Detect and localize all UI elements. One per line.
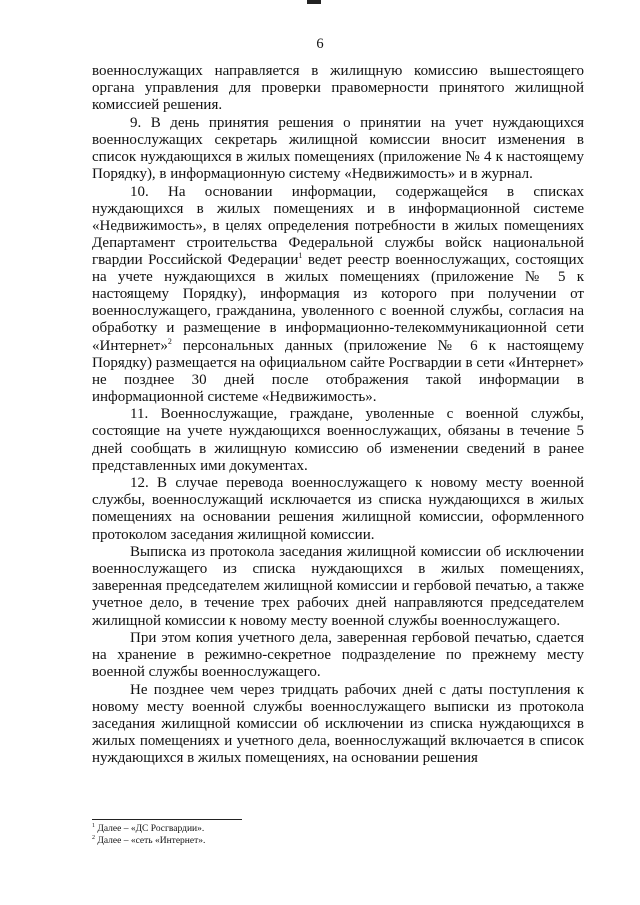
footnote-text: Далее – «сеть «Интернет». — [97, 836, 206, 846]
footnote-divider — [92, 819, 242, 820]
document-body — [92, 63, 584, 767]
page-number: 6 — [316, 36, 324, 52]
paragraph-copy: При этом копия учетного дела, заверенная гербовой печатью, сдается на хранение в режимно-секретное подразделение по прежнему месту военной службы военнослужащего. — [92, 630, 584, 681]
paragraph-9: 9. В день принятия решения о принятии на учет нуждающихся военнослужащих секретарь жилищной комиссии вносит изменения в список нуждающихся в жилых помещениях (приложение № 4 к настоящему Порядку), в информационную систему «Недвижимость» и в журнал. — [92, 114, 584, 183]
footnote-2 — [92, 835, 392, 847]
footnote-1 — [92, 823, 392, 835]
paragraph-12: 12. В случае перевода военнослужащего к новому месту военной службы, военнослужащий исключается из списка нуждающихся в жилых помещениях на основании решения жилищной комиссии, оформленного протоколом заседания жилищной комиссии. — [92, 475, 584, 543]
footnote-marker: 1 — [92, 822, 95, 829]
paragraph-continuation: военнослужащих направляется в жилищную комиссию вышестоящего органа управления для проверки правомерности принятого жилищной комиссией решения. — [92, 63, 584, 114]
paragraph-10-part-3: персональных данных (приложение № 6 к настоящему Порядку) размещается на официальном сайте Росгвардии в сети «Интернет» не позднее 30 дней после отображения такой информации в информационной системе «Недвижимость». — [92, 337, 584, 405]
footnotes — [92, 823, 392, 847]
paragraph-deadline: Не позднее чем через тридцать рабочих дней с даты поступления к новому месту военной службы военнослужащего выписки из протокола заседания жилищной комиссии об исключении из списка нуждающихся в жилых помещениях и учетного дела, военнослужащий включается в список нуждающихся в жилых помещениях, на основании решения — [92, 681, 584, 767]
paragraph-10 — [92, 184, 584, 406]
paragraph-10-part-1: 10. На основании информации, содержащейся в списках нуждающихся в жилых помещениях и в информационной системе «Недвижимость», в целях определения потребности в жилых помещениях Департамент строительства Федеральной службы войск национальной гвардии Российской Федерации — [92, 183, 584, 269]
paragraph-extract: Выписка из протокола заседания жилищной комиссии об исключении военнослужащего из списка нуждающихся в жилых помещениях, заверенная председателем жилищной комиссии и гербовой печатью, а также учетное дело, в течение трех рабочих дней направляются председателем жилищной комиссии к новому месту военной службы военнослужащего. — [92, 544, 584, 629]
footnote-ref-1: 1 — [298, 251, 303, 261]
footnote-marker: 2 — [92, 834, 95, 841]
footnote-text: Далее – «ДС Росгвардии». — [97, 824, 205, 834]
paragraph-11: 11. Военнослужащие, граждане, уволенные с военной службы, состоящие на учете нуждающихся военнослужащих, обязаны в течение 5 дней сообщать в жилищную комиссию об изменении сведений в ранее представленных ими документах. — [92, 406, 584, 474]
scan-artifact — [307, 0, 321, 4]
paragraph-10-part-2: ведет реестр военнослужащих, состоящих на учете нуждающихся в жилых помещениях (приложение № 5 к настоящему Порядку), информация из которого при получении от военнослужащего, гражданина, уволенного с военной службы, согласия на обработку и размещение в информационно-телекоммуникационной сети «Интернет» — [92, 252, 584, 354]
footnote-ref-2: 2 — [167, 336, 172, 346]
